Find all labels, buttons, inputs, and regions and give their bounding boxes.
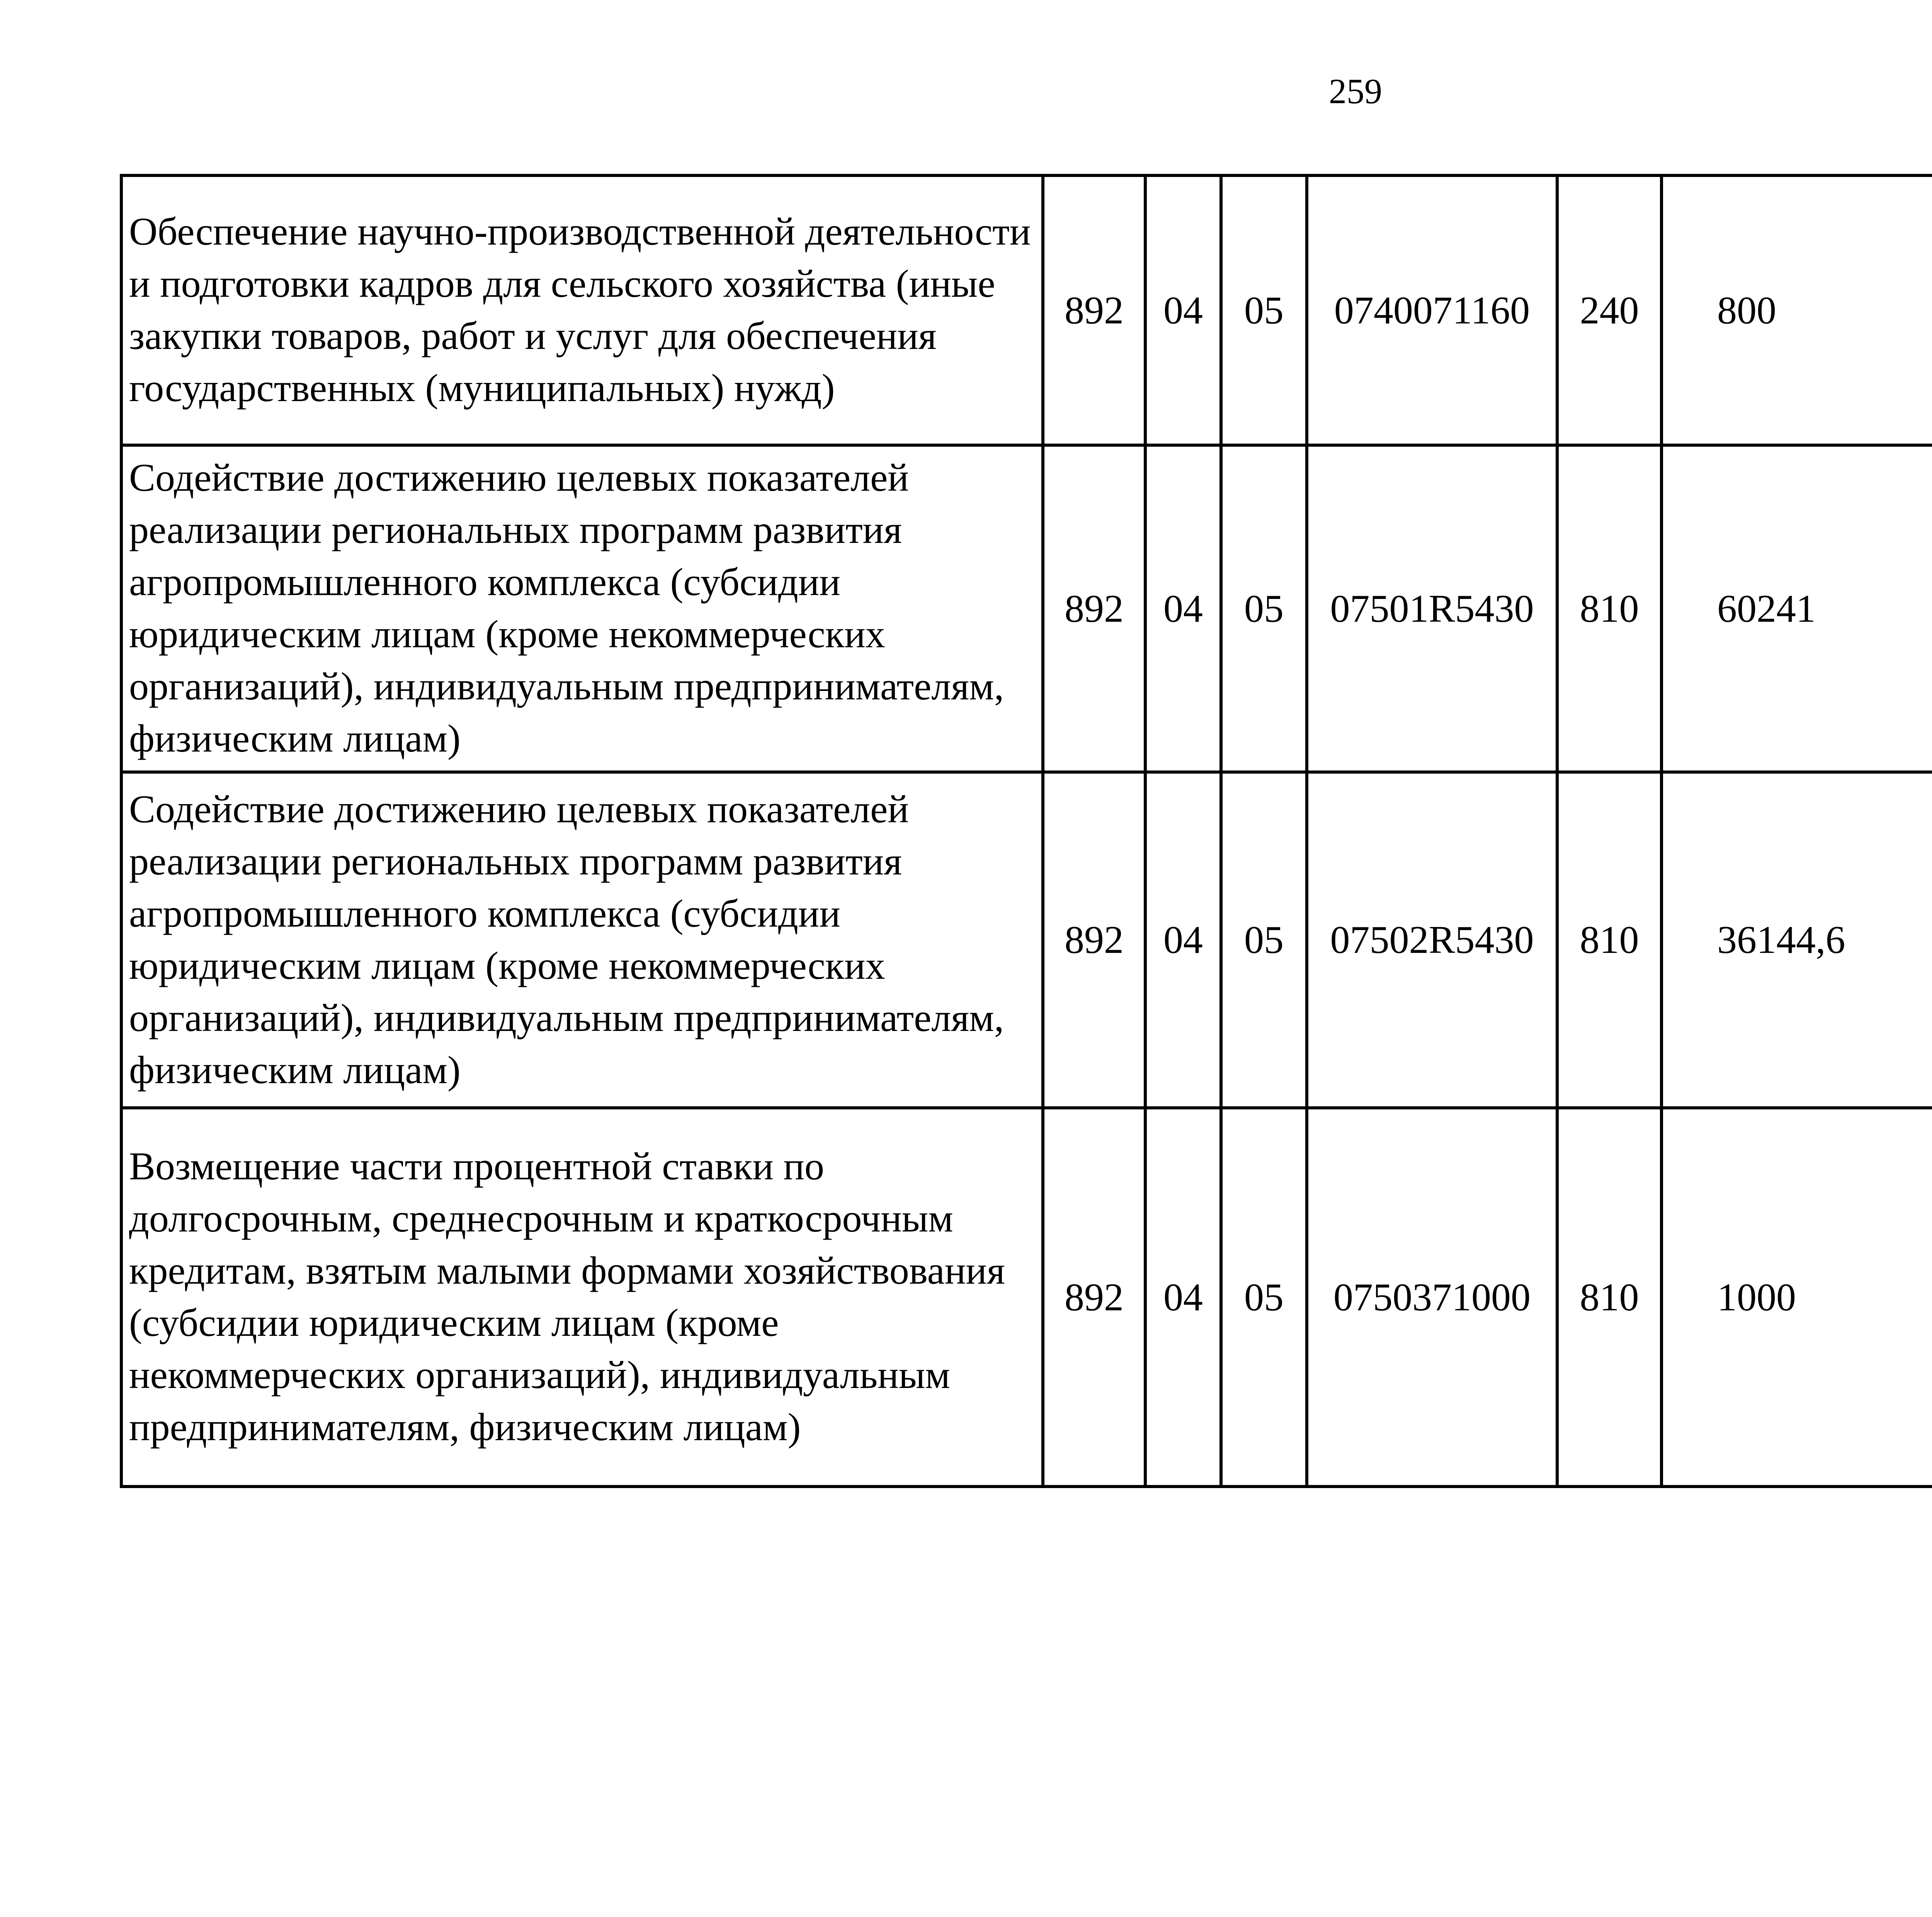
expense-type-cell: 810 — [1557, 1108, 1662, 1487]
page-number: 259 — [1329, 71, 1382, 111]
budget-table — [120, 174, 1932, 1488]
section-code-cell: 04 — [1145, 445, 1221, 772]
amount-1-cell: 36144,6 — [1662, 772, 1932, 1108]
ministry-code-cell: 892 — [1043, 175, 1145, 445]
amount-1-cell: 800 — [1662, 175, 1932, 445]
amount-1-cell: 60241 — [1662, 445, 1932, 772]
section-code-cell: 04 — [1145, 772, 1221, 1108]
target-article-cell: 0740071160 — [1307, 175, 1557, 445]
ministry-code-cell: 892 — [1043, 1108, 1145, 1487]
amount-1-cell: 1000 — [1662, 1108, 1932, 1487]
table-row — [121, 175, 1932, 445]
table-row — [121, 772, 1932, 1108]
table-row — [121, 1108, 1932, 1487]
description-cell: Возмещение части процентной ставки по долгосрочным, среднесрочным и краткосрочным кредитам, взятым малыми формами хозяйствования (субсидии юридическим лицам (кроме некоммерческих организаций), индивидуальным предпринимателям, физическим лицам) — [121, 1108, 1043, 1487]
expense-type-cell: 810 — [1557, 445, 1662, 772]
section-code-cell: 04 — [1145, 1108, 1221, 1487]
expense-type-cell: 240 — [1557, 175, 1662, 445]
subsection-code-cell: 05 — [1221, 445, 1307, 772]
target-article-cell: 0750371000 — [1307, 1108, 1557, 1487]
expense-type-cell: 810 — [1557, 772, 1662, 1108]
ministry-code-cell: 892 — [1043, 445, 1145, 772]
target-article-cell: 07502R5430 — [1307, 772, 1557, 1108]
subsection-code-cell: 05 — [1221, 1108, 1307, 1487]
target-article-cell: 07501R5430 — [1307, 445, 1557, 772]
description-cell: Содействие достижению целевых показателей реализации региональных программ развития агропромышленного комплекса (субсидии юридическим лицам (кроме некоммерческих организаций), индивидуальным предпринимателям, физическим лицам) — [121, 772, 1043, 1108]
description-cell: Содействие достижению целевых показателей реализации региональных программ развития агропромышленного комплекса (субсидии юридическим лицам (кроме некоммерческих организаций), индивидуальным предпринимателям, физическим лицам) — [121, 445, 1043, 772]
table-row — [121, 445, 1932, 772]
section-code-cell: 04 — [1145, 175, 1221, 445]
subsection-code-cell: 05 — [1221, 772, 1307, 1108]
ministry-code-cell: 892 — [1043, 772, 1145, 1108]
subsection-code-cell: 05 — [1221, 175, 1307, 445]
description-cell: Обеспечение научно-производственной деятельности и подготовки кадров для сельского хозяйства (иные закупки товаров, работ и услуг для обеспечения государственных (муниципальных) нужд) — [121, 175, 1043, 445]
